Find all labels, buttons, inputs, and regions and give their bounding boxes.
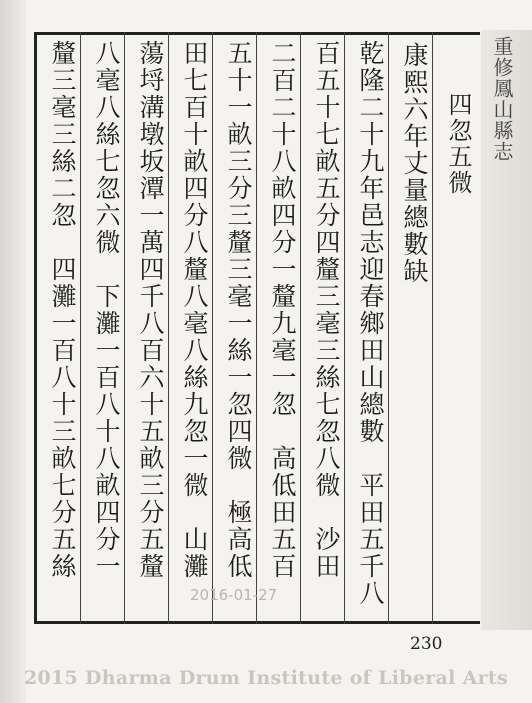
column-rule [344,32,345,624]
text-column-8: 蕩埒溝墩坂潭一萬四千八百六十五畝三分五釐 [136,40,165,580]
column-rule [124,32,125,624]
text-column-5: 二百二十八畝四分一釐九毫一忽 高低田五百 [268,40,297,580]
column-rule [80,32,81,624]
watermark: 2015 Dharma Drum Institute of Liberal Arts [23,667,508,689]
text-column-1: 四忽五微 [444,92,472,196]
text-column-7: 田七百十畝四分八釐八毫八絲九忽一微 山灘 [180,40,209,580]
column-rule [168,32,169,624]
book-title-header: 重修鳳山縣志 [490,36,514,162]
text-column-10: 釐三毫三絲二忽 四灘一百八十三畝七分五絲 [48,40,77,580]
date-stamp: 2016-01-27 [190,586,278,604]
text-column-6: 五十一畝三分三釐三毫一絲一忽四微 極高低 [224,40,253,580]
column-rule [300,32,301,624]
text-column-9: 八毫八絲七忽六微 下灘一百八十八畝四分一 [92,40,121,580]
column-rule [388,32,389,624]
page-number: 230 [410,634,443,654]
column-rule [212,32,213,624]
text-column-4: 百五十七畝五分四釐三毫三絲七忽八微 沙田 [312,40,341,580]
column-rule [256,32,257,624]
text-column-3: 乾隆二十九年邑志迎春鄉田山總數 平田五千八 [356,40,385,607]
text-column-2: 康熙六年丈量總數缺 [400,42,429,285]
page-gutter-shadow [0,0,26,703]
column-rule [432,32,433,624]
